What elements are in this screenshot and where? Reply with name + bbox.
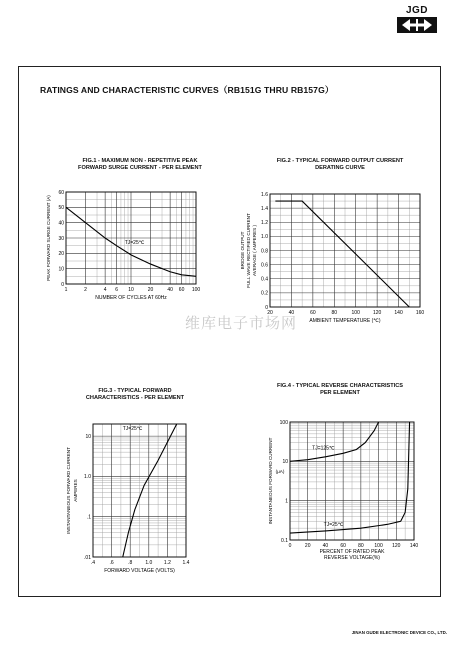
x-tick-label: 6 xyxy=(115,287,118,293)
x-tick-label: 100 xyxy=(191,287,201,293)
fig1-chart xyxy=(40,186,210,306)
fig4-chart xyxy=(262,412,432,577)
y-axis-unit: (μA) xyxy=(275,469,285,475)
y-tick-label: .1 xyxy=(86,514,91,521)
fig1-title-line2: FORWARD SURGE CURRENT - PER ELEMENT xyxy=(78,165,202,171)
y-tick-label: 10 xyxy=(282,459,288,466)
y-tick-label: .01 xyxy=(84,554,91,561)
y-tick-label: 30 xyxy=(58,235,64,242)
x-tick-label: 40 xyxy=(288,310,295,316)
x-axis-label: REVERSE VOLTAGE(%) xyxy=(324,555,380,561)
temperature-annotation: TJ=25℃ xyxy=(124,240,145,247)
y-axis-label: INSTANTANEOUS FORWARD CURRENT xyxy=(268,437,273,525)
temperature-annotation: TJ=25℃ xyxy=(122,426,143,433)
x-tick-label: 60 xyxy=(340,543,346,549)
x-tick-label: 120 xyxy=(392,543,401,549)
x-axis-label: NUMBER OF CYCLES AT 60Hz xyxy=(95,295,167,301)
y-tick-label: 1.2 xyxy=(261,220,268,227)
y-axis-label: INSTANTANEOUS FORWARD CURRENT xyxy=(66,447,71,534)
y-axis-label: AVERAGE ( AMPERES ) xyxy=(252,225,257,276)
y-tick-label: 60 xyxy=(58,189,64,196)
x-tick-label: 80 xyxy=(331,310,338,316)
x-tick-label: 2 xyxy=(84,287,87,293)
fig3-title-line2: CHARACTERISTICS - PER ELEMENT xyxy=(85,395,185,401)
x-tick-label: 20 xyxy=(267,310,273,316)
watermark-text: 维库电子市场网 xyxy=(185,315,298,332)
y-axis-label: BRIDGE OUTPUT xyxy=(240,231,245,270)
fig2-title-line2: DERATING CURVE xyxy=(315,165,365,171)
x-tick-label: 1.0 xyxy=(145,560,153,566)
temperature-annotation-125: TJ=125℃ xyxy=(312,445,335,452)
fig3-chart xyxy=(60,412,210,577)
x-tick-label: 80 xyxy=(358,543,364,549)
fig4-title-line1: FIG.4 - TYPICAL REVERSE CHARACTERISTICS xyxy=(276,383,404,389)
y-tick-label: 0 xyxy=(61,281,64,288)
y-tick-label: 10 xyxy=(85,433,91,440)
x-axis-label: PERCENT OF RATED PEAK xyxy=(319,549,385,555)
x-tick-label: 1.4 xyxy=(182,560,190,566)
footer-company: JINAN GUDE ELECTRONIC DEVICE CO., LTD. xyxy=(351,630,447,635)
x-tick-label: 100 xyxy=(351,310,360,316)
y-tick-label: 10 xyxy=(58,266,64,273)
fig1-title xyxy=(40,158,240,172)
x-tick-label: 60 xyxy=(310,310,316,316)
y-tick-label: 100 xyxy=(279,419,288,426)
y-tick-label: 0.8 xyxy=(261,248,268,255)
x-axis-label: FORWARD VOLTAGE (VOLTS) xyxy=(104,568,175,574)
x-tick-label: 60 xyxy=(178,287,185,293)
y-tick-label: 0.2 xyxy=(261,290,268,297)
x-tick-label: .4 xyxy=(90,560,96,566)
y-tick-label: 0.1 xyxy=(281,537,288,544)
y-tick-label: 0.6 xyxy=(261,262,268,269)
y-tick-label: 1.4 xyxy=(261,205,268,212)
y-tick-label: 40 xyxy=(58,220,64,227)
company-logo-icon xyxy=(397,17,437,33)
x-tick-label: 160 xyxy=(415,310,425,316)
x-axis-label: AMBIENT TEMPERATURE (℃) xyxy=(309,318,381,324)
y-axis-label: AMPERES xyxy=(73,479,78,502)
x-tick-label: 1.2 xyxy=(163,560,171,566)
fig2-title-line1: FIG.2 - TYPICAL FORWARD OUTPUT CURRENT xyxy=(276,158,404,164)
temperature-annotation-25: TJ=25℃ xyxy=(323,521,344,528)
x-tick-label: 4 xyxy=(103,287,107,293)
y-axis-label: PEAK FORWARD SURGE CURRENT (A) xyxy=(46,195,51,281)
y-tick-label: 1.6 xyxy=(261,191,268,198)
y-tick-label: 1 xyxy=(285,498,288,505)
x-tick-label: 0 xyxy=(288,543,292,549)
company-logo-text: JGD xyxy=(405,5,429,16)
x-tick-label: 1 xyxy=(64,287,68,293)
fig3-title-line1: FIG.3 - TYPICAL FORWARD xyxy=(98,388,172,394)
y-tick-label: 0 xyxy=(265,304,268,311)
fig4-title xyxy=(250,383,430,397)
fig1-title-line1: FIG.1 - MAXIMUM NON - REPETITIVE PEAK xyxy=(82,158,198,164)
x-tick-label: 20 xyxy=(147,287,154,293)
x-tick-label: 40 xyxy=(322,543,329,549)
x-tick-label: 20 xyxy=(304,543,311,549)
fig2-chart xyxy=(240,186,435,331)
x-tick-label: 10 xyxy=(128,287,134,293)
series-line-1 xyxy=(275,201,409,307)
x-tick-label: 40 xyxy=(167,287,173,293)
x-tick-label: .8 xyxy=(128,560,133,566)
x-tick-label: 140 xyxy=(409,543,419,549)
y-tick-label: 1.0 xyxy=(261,234,268,241)
series-line-1 xyxy=(123,424,177,557)
y-tick-label: 0.4 xyxy=(261,276,268,283)
x-tick-label: 100 xyxy=(374,543,383,549)
x-tick-label: 140 xyxy=(394,310,403,316)
y-tick-label: 20 xyxy=(58,251,64,258)
page-title: RATINGS AND CHARACTERISTIC CURVES（RB151G THRU RB157G） xyxy=(40,85,334,95)
fig3-title xyxy=(55,388,215,402)
y-axis-label: FULL WAVE RECTIFIED CURRENT xyxy=(246,213,251,288)
y-tick-label: 1.0 xyxy=(84,474,91,481)
fig2-title xyxy=(240,158,440,172)
y-tick-label: 50 xyxy=(58,205,64,212)
x-tick-label: .6 xyxy=(109,560,114,566)
x-tick-label: 120 xyxy=(372,310,382,316)
fig4-title-line2: PER ELEMENT xyxy=(320,390,360,396)
